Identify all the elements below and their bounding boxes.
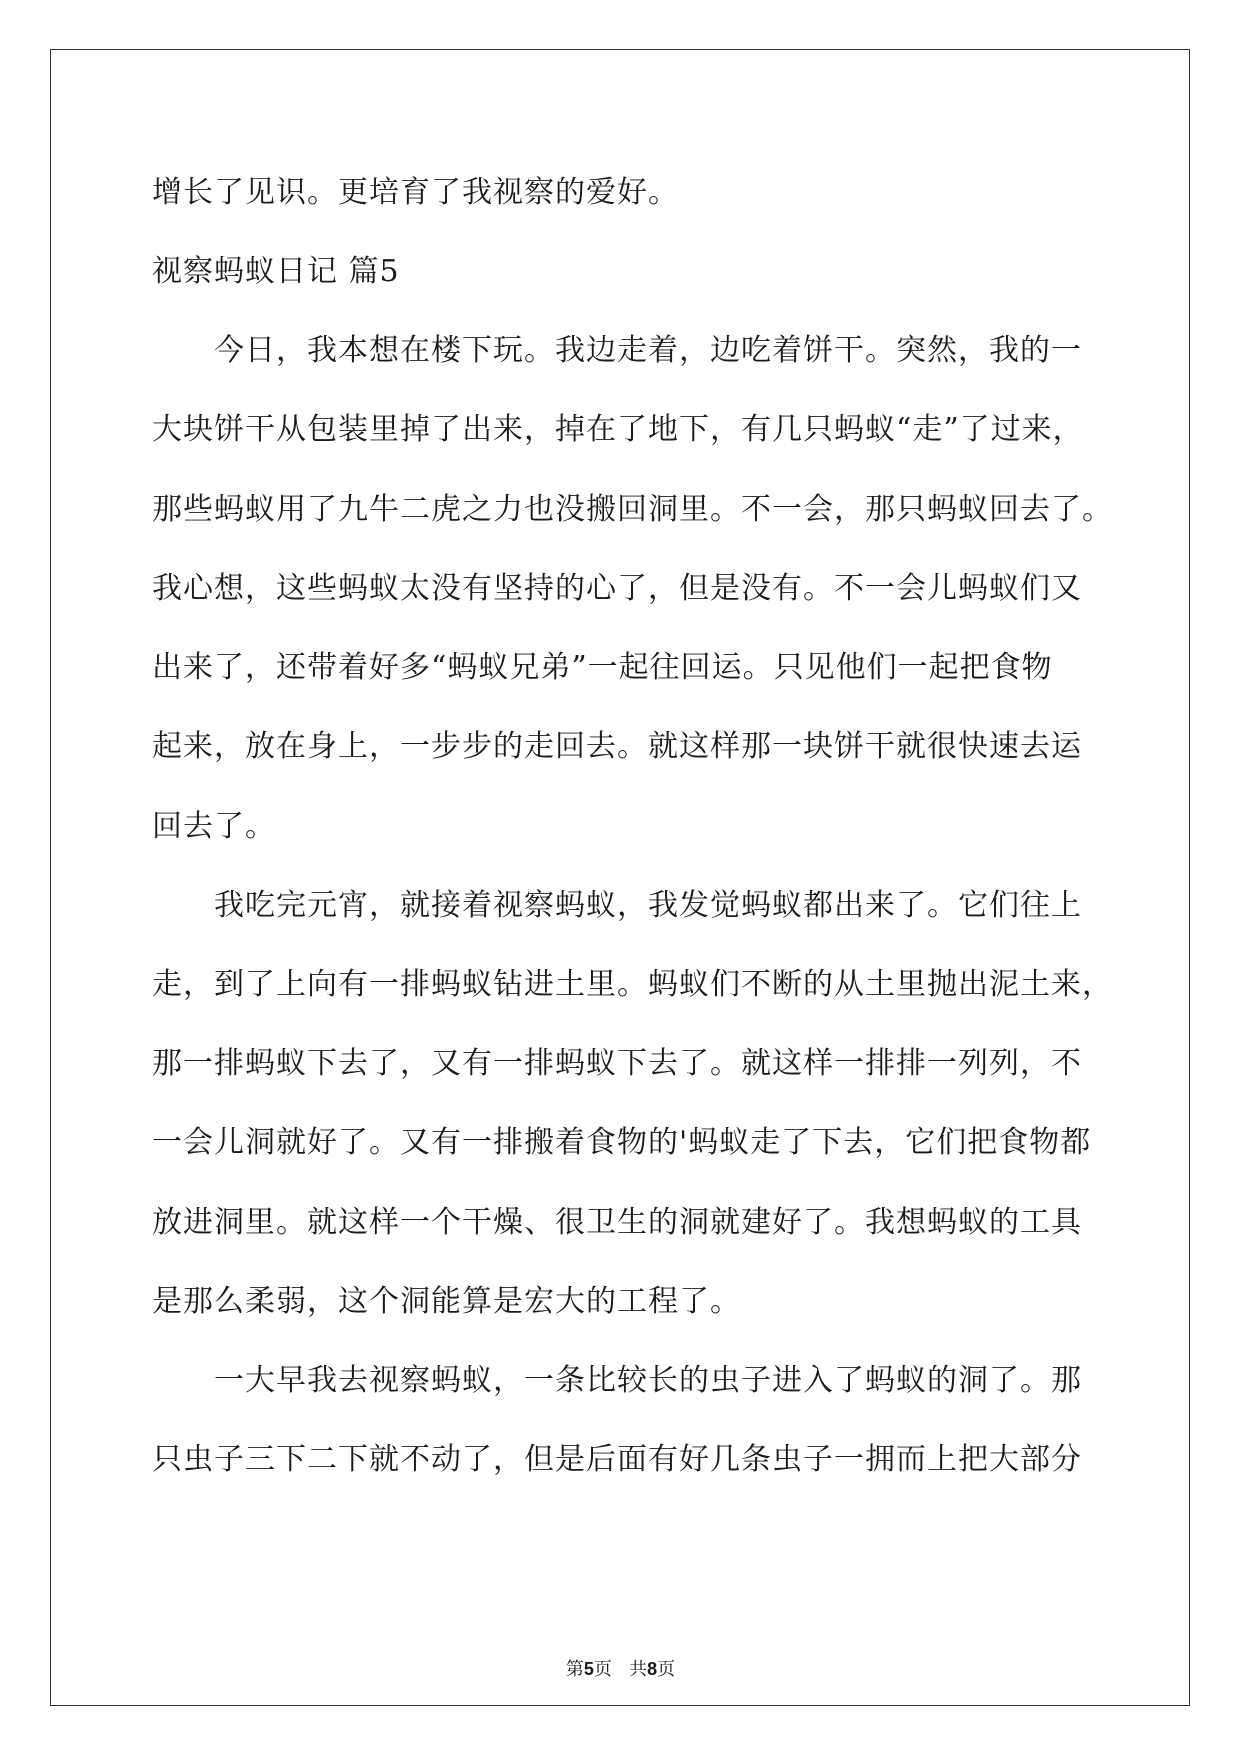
text-line-17: 只虫子三下二下就不动了，但是后面有好几条虫子一拥而上把大部分	[152, 1442, 1082, 1477]
text-line-11: 走，到了上向有一排蚂蚁钻进土里。蚂蚁们不断的从土里抛出泥土来，	[152, 967, 1113, 1002]
text-line-7: 出来了，还带着好多“蚂蚁兄弟”一起往回运。只见他们一起把食物	[152, 650, 1053, 685]
section-heading: 视察蚂蚁日记 篇5	[152, 254, 400, 289]
footer-page-prefix: 第	[565, 1659, 584, 1680]
footer-page-suffix: 页	[593, 1659, 612, 1680]
footer-total-prefix: 共	[629, 1659, 648, 1680]
text-line-12: 那一排蚂蚁下去了，又有一排蚂蚁下去了。就这样一排排一列列，不	[152, 1046, 1082, 1081]
text-line-5: 那些蚂蚁用了九牛二虎之力也没搬回洞里。不一会，那只蚂蚁回去了。	[152, 492, 1113, 527]
text-line-10: 我吃完元宵，就接着视察蚂蚁，我发觉蚂蚁都出来了。它们往上	[152, 888, 1082, 923]
text-line-13: 一会儿洞就好了。又有一排搬着食物的'蚂蚁走了下去，它们把食物都	[152, 1125, 1092, 1160]
text-line-16: 一大早我去视察蚂蚁，一条比较长的虫子进入了蚂蚁的洞了。那	[152, 1363, 1082, 1398]
footer-page-number: 5	[583, 1659, 594, 1679]
text-line-1: 增长了见识。更培育了我视察的爱好。	[152, 175, 679, 210]
text-line-14: 放进洞里。就这样一个干燥、很卫生的洞就建好了。我想蚂蚁的工具	[152, 1205, 1082, 1240]
text-line-15: 是那么柔弱，这个洞能算是宏大的工程了。	[152, 1284, 741, 1319]
text-line-4: 大块饼干从包装里掉了出来，掉在了地下，有几只蚂蚁“走”了过来，	[152, 412, 1084, 447]
text-line-8: 起来，放在身上，一步步的走回去。就这样那一块饼干就很快速去运	[152, 729, 1082, 764]
page-footer	[0, 1657, 1241, 1682]
text-line-6: 我心想，这些蚂蚁太没有坚持的心了，但是没有。不一会儿蚂蚁们又	[152, 571, 1082, 606]
text-line-3: 今日，我本想在楼下玩。我边走着，边吃着饼干。突然，我的一	[152, 333, 1082, 368]
footer-total-suffix: 页	[657, 1659, 676, 1680]
footer-total-pages: 8	[647, 1659, 658, 1679]
text-line-9: 回去了。	[152, 809, 276, 844]
